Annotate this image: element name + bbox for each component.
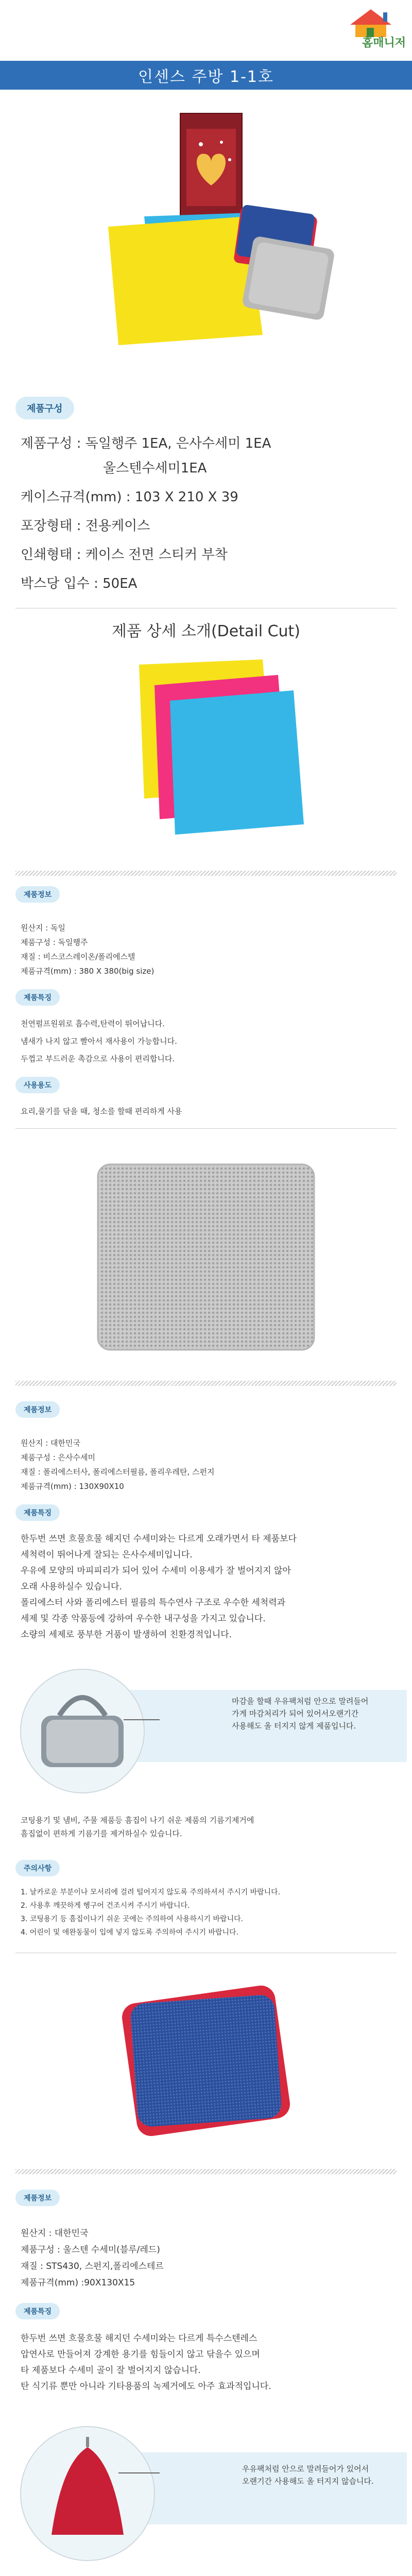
silver-note-line: 코팅용기 및 냄비, 주물 제품등 흠집이 나기 쉬운 제품의 기름기제거에 (21, 1816, 254, 1825)
silver-feature-line: 우유에 모양의 마피피리가 되어 있어 수세미 이용세가 잘 벌어지지 않아 (21, 1566, 291, 1576)
silver-caution-line: 4. 어린이 및 애완동물이 입에 넣지 않도록 주의하여 주시기 바랍니다. (21, 1928, 239, 1937)
cloth-feature-line: 천연펄프원위로 흡수력,탄력이 뛰어납니다. (21, 1019, 165, 1028)
cloth-info-label: 제품정보 (15, 886, 60, 903)
silver-feature-line: 한두번 쓰면 흐물흐물 해지던 수세미와는 다르게 오래가면서 타 제품보다 (21, 1534, 297, 1544)
composition-line-6: 박스당 입수 : 50EA (21, 576, 138, 591)
composition-line-2: 울스텐수세미1EA (103, 461, 207, 476)
silver-feature-line: 세척력이 뛰어나게 잘되는 은사수세미입니다. (21, 1550, 193, 1560)
silver-callout-text (232, 1695, 368, 1732)
silver-feature-line: 세제 및 각종 악품등에 강하여 우수한 내구성을 가지고 있습니다. (21, 1614, 266, 1624)
silver-info-line: 제품규격(mm) : 130X90X10 (21, 1482, 124, 1491)
silver-cautions (21, 1886, 391, 1939)
composition-label: 제품구성 (15, 397, 74, 419)
silver-note (21, 1814, 391, 1840)
silver-caution-label: 주의사항 (15, 1860, 60, 1876)
steel-feature-line: 압연사로 만들어져 강계한 용기를 힘들이지 않고 닦을수 있으며 (21, 2349, 260, 2360)
title-bar (0, 61, 412, 90)
cloth-info-line: 제품구성 : 독일행주 (21, 938, 88, 947)
silver-info-line: 원산지 : 대한민국 (21, 1438, 81, 1448)
steel-callout-text (242, 2463, 374, 2487)
silver-caution-line: 3. 코팅용기 등 흠집이나기 쉬운 곳에는 주의하여 사용하시기 바랍니다. (21, 1915, 244, 1923)
composition-line-3: 케이스규격(mm) : 103 X 210 X 39 (21, 489, 238, 505)
composition-line-1: 제품구성 : 독일행주 1EA, 은사수세미 1EA (21, 436, 271, 451)
steel-feature-text (21, 2331, 391, 2395)
steel-scrubber-image (108, 1973, 304, 2148)
cloth-info-line: 제품규격(mm) : 380 X 380(big size) (21, 967, 154, 976)
house-logo-icon (340, 7, 402, 38)
cloth-feature-label: 제품특징 (15, 989, 60, 1006)
hatch-divider (15, 2169, 397, 2174)
silver-caution-line: 1. 날카로운 부분이나 모서리에 걸려 털어지지 않도록 주의하셔서 주시기 바랍니다. (21, 1888, 281, 1896)
hatch-divider (15, 871, 397, 876)
silver-info-line: 제품구성 : 은사수세미 (21, 1453, 96, 1462)
steel-feature-label: 제품특징 (15, 2303, 60, 2319)
silver-feature-text (21, 1531, 391, 1643)
cloth-info-line: 원산지 : 독일 (21, 923, 66, 933)
silver-caution-line: 2. 사용후 깨끗하게 헹구어 건조시켜 주시기 바랍니다. (21, 1902, 190, 1910)
silver-feature-label: 제품특징 (15, 1504, 60, 1521)
detail-cut-title: 제품 상세 소개(Detail Cut) (112, 622, 300, 640)
cloth-feature-line: 두껍고 부드러운 촉감으로 사용이 편리합니다. (21, 1054, 175, 1063)
silver-callout-line: 사용해도 올 터지지 않게 제품입니다. (232, 1721, 356, 1731)
header (0, 0, 412, 86)
cloth-info-line: 재질 : 비스코스레이온/폴리에스텔 (21, 952, 135, 961)
page-title: 인센스 주방 1-1호 (138, 68, 274, 86)
composition-line-5: 인쇄형태 : 케이스 전면 스티커 부착 (21, 547, 228, 563)
steel-info-label: 제품정보 (15, 2190, 60, 2206)
cloth-usage-text: 요리,물기를 닦을 때, 청소를 할때 편리하게 사용 (21, 1107, 182, 1116)
steel-info-line: 제품구성 : 울스텐 수세미(블루/레드) (21, 2245, 160, 2255)
composition-line-4: 포장형태 : 전용케이스 (21, 518, 150, 534)
silver-feature-line: 소량의 세제로 풍부한 거품이 발생하여 친환경적입니다. (21, 1630, 232, 1640)
silver-info-line: 재질 : 폴리에스터사, 폴리에스터필름, 폴리우레탄, 스펀지 (21, 1467, 215, 1477)
steel-info-line: 원산지 : 대한민국 (21, 2228, 89, 2239)
steel-info-line: 제품규격(mm) :90X130X15 (21, 2278, 135, 2288)
cloth-feature-line: 냄새가 나지 않고 빨아서 재사용이 가능합니다. (21, 1037, 177, 1046)
silver-note-line: 흠집없이 편하게 기름기를 제거하실수 있습니다. (21, 1829, 182, 1838)
steel-callout-line: 우유팩처럼 안으로 말려들어가 있어서 (242, 2464, 369, 2473)
silver-scrubber (242, 235, 335, 321)
hatch-divider (15, 1381, 397, 1386)
steel-feature-line: 한두번 쓰면 흐물흐물 해지던 수세미와는 다르게 특수스텐레스 (21, 2333, 258, 2344)
steel-callout-line: 오랜기간 사용해도 올 터지지 않습니다. (242, 2477, 374, 2486)
product-set-image (77, 108, 345, 355)
steel-feature-line: 탄 식기류 뿐만 아니라 기타용품의 녹제거에도 아주 효과적입니다. (21, 2381, 271, 2392)
silver-feature-line: 오래 사용하실수 있습니다. (21, 1582, 122, 1592)
steel-feature-line: 타 제품보다 수세미 골이 잘 벌어지지 않습니다. (21, 2365, 201, 2376)
brand-name: 홈매니저 (362, 37, 406, 49)
silver-callout-line: 마감을 할때 우유팩처럼 안으로 말려들어 (232, 1697, 369, 1706)
divider (15, 1128, 397, 1129)
silver-info-label: 제품정보 (15, 1401, 60, 1418)
cloth-stack-image (98, 654, 314, 840)
steel-callout-image (10, 2416, 412, 2571)
silver-feature-line: 폴리에스터 사와 폴리에스터 필름의 특수연사 구조로 우수한 세척력과 (21, 1598, 286, 1608)
steel-info-line: 재질 : STS430, 스펀지,폴리에스테르 (21, 2261, 164, 2272)
silver-callout-line: 가게 마감처리가 되어 있어서오랜기간 (232, 1709, 359, 1718)
cloth-usage-label: 사용용도 (15, 1077, 60, 1093)
silver-scrubber-image (88, 1154, 324, 1360)
